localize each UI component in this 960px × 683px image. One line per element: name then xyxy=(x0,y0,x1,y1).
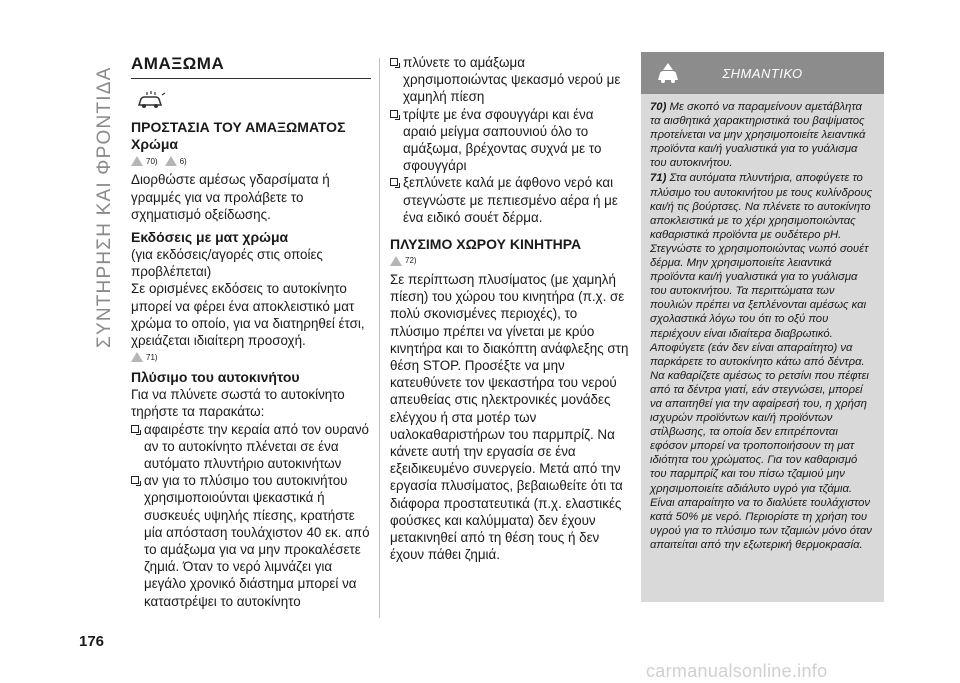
list-item xyxy=(131,472,371,610)
important-body xyxy=(641,94,884,552)
side-tab-label: ΣΥΝΤΗΡΗΣΗ ΚΑΙ ΦΡΟΝΤΙΔΑ xyxy=(94,66,115,348)
ref-70: 70) xyxy=(146,156,158,166)
heading-body-protection: ΠΡΟΣΤΑΣΙΑ ΤΟΥ ΑΜΑΞΩΜΑΤΟΣ xyxy=(131,119,346,136)
list-item-text: ξεπλύνετε καλά με άφθονο νερό και στεγνώστε με πεπιεσμένο αέρα ή με ένα ειδικό σουέτ δέρμα. xyxy=(403,175,618,225)
paragraph-matte-paint: Σε ορισμένες εκδόσεις το αυτοκίνητο μπορεί να φέρει ένα αποκλειστικό ματ χρώμα το οποίο, για να διατηρηθεί έτσι, χρειάζεται ιδιαίτερη προσοχή. xyxy=(131,281,365,349)
section-title: ΑΜΑΞΩΜΑ xyxy=(131,54,225,73)
list-item-text: πλύνετε το αμάξωμα χρησιμοποιώντας ψεκασμό νερού με χαμηλή πίεση xyxy=(403,55,621,105)
warning-triangle-icon xyxy=(390,256,402,266)
warning-triangle-icon xyxy=(165,156,177,166)
ref-72: 72) xyxy=(405,256,417,266)
note-70 xyxy=(650,100,875,170)
heading-matte-versions: Εκδόσεις με ματ χρώμα xyxy=(131,229,289,246)
title-rule xyxy=(131,78,371,79)
note-70-text: Με σκοπό να παραμείνουν αμετάβλητα τα αισθητικά χαρακτηριστικά του βαψίματος προτείνεται να μην χρησιμοποιείτε λειαντικά προϊόντα και/ή γυαλιστικά για το γυάλισμα του αυτοκινήτου. xyxy=(650,101,866,170)
heading-engine-bay: ΠΛΥΣΙΜΟ ΧΩΡΟΥ ΚΙΝΗΤΗΡΑ xyxy=(390,236,582,253)
paragraph-engine-washing: Σε περίπτωση πλυσίματος (με χαμηλή πίεση) του χώρου του κινητήρα (π.χ. σε πολύ σκονισμένες περιοχές), το πλύσιμο πρέπει να γίνεται με κρύο κινητήρα και το διακόπτη ανάφλεξης στη θέση STOP. Προσέξτε να μην κατευθύνετε τον ψεκαστήρα του νερού απευθείας στις ηλεκτρονικές μονάδες ελέγχου ή στα μοτέρ των υαλοκαθαριστήρων του παρμπρίζ. Να κάνετε αυτή την εργασία σε ένα εξειδικευμένο συνεργείο. Μετά από την εργασία πλυσίματος, βεβαιωθείτε ότι τα διάφορα προστατευτικά (π.χ. ελαστικές φούσκες και καλύμματα) δεν έχουν μετακινηθεί από τη θέση τους ή δεν έχουν πάθει ζημιά. xyxy=(390,272,629,563)
bullet-box-icon xyxy=(131,425,139,433)
reference-line xyxy=(131,155,371,167)
paragraph-scratches: Διορθώστε αμέσως γδαρσίματα ή γραμμές για να προλάβετε το σχηματισμό οξείδωσης. xyxy=(131,172,330,222)
bullet-box-icon xyxy=(131,476,139,484)
list-item xyxy=(390,174,630,226)
warning-triangle-icon xyxy=(131,156,143,166)
note-71 xyxy=(650,171,875,552)
heading-car-washing: Πλύσιμο του αυτοκινήτου xyxy=(131,369,300,386)
important-header xyxy=(641,52,884,94)
list-item xyxy=(131,421,371,473)
list-item xyxy=(390,106,630,175)
note-71-number: 71) xyxy=(650,172,667,185)
important-box xyxy=(641,52,884,602)
watermark: carmanualsonline.info xyxy=(646,661,828,681)
page-number: 176 xyxy=(79,633,105,650)
list-item xyxy=(390,54,630,106)
important-title: ΣΗΜΑΝΤΙΚΟ xyxy=(722,65,803,81)
middle-column xyxy=(390,54,630,563)
note-71-text: Στα αυτόματα πλυντήρια, αποφύγετε το πλύσιμο του αυτοκινήτου με τους κυλίνδρους και/ή τις βούρτσες. Να πλένετε το αυτοκίνητο αποκλειστικά με το χέρι χρησιμοποιώντας καθαριστικά προϊόντα με ουδέτερο pH. Στεγνώστε το χρησιμοποιώντας νωπό σουέτ δέρμα. Μην χρησιμοποιείτε λειαντικά προϊόντα και/ή γυαλιστικά για το γυάλισμα του αυτοκινήτου. Τα περιττώματα των πουλιών πρέπει να ξεπλένονται αμέσως και σχολαστικά λόγω του ότι το οξύ που περιέχουν είναι ιδιαίτερα διαβρωτικό. Αποφύγετε (εάν δεν είναι απαραίτητο) να παρκάρετε το αυτοκίνητο κάτω από δέντρα. Να καθαρίζετε αμέσως το ρετσίνι που πέφτει από τα δέντρα γιατί, εάν στεγνώσει, μπορεί να απαιτηθεί για την αφαίρεσή του, η χρήση ισχυρών προϊόντων και/ή προϊόντων στίλβωσης, τα οποία δεν επιτρέπονται εφόσον μπορεί να τροποποιήσουν τη ματ ιδιότητα του χρώματος. Για τον καθαρισμό του παρμπρίζ και του πίσω τζαμιού μην χρησιμοποιείτε αδιάλυτο υγρό για τζάμια. Είναι απαραίτητο να το διαλύετε τουλάχιστον κατά 50% με νερό. Περιορίστε τη χρήση του υγρού για το πλύσιμο των τζαμιών μόνο όταν απαιτείται από την εξωτερική θερμοκρασία. xyxy=(650,172,873,551)
reference-line xyxy=(131,351,371,363)
paragraph-versions-note: (για εκδόσεις/αγορές στις οποίες προβλέπεται) xyxy=(131,247,323,280)
list-item-text: τρίψτε με ένα σφουγγάρι και ένα αραιό μείγμα σαπουνιού όλο το αμάξωμα, βρέχοντας συχνά με το σφουγγάρι xyxy=(403,106,602,174)
list-item-text: αφαιρέστε την κεραία από τον ουρανό αν το αυτοκίνητο πλένεται σε ένα αυτόματο πλυντήριο αυτοκινήτων xyxy=(144,421,369,472)
heading-paint: Χρώμα xyxy=(131,136,178,153)
list-item-text: αν για το πλύσιμο του αυτοκινήτου χρησιμοποιούνται ψεκαστικά ή συσκευές υψηλής πίεσης, κρατήστε μία απόσταση τουλάχιστον 40 εκ. από το αμάξωμα για να μην προκαλέσετε ζημιά. Όταν το νερό λιμνάζει για μεγάλο χρονικό διάστημα μπορεί να καταστρέψει το αυτοκίνητο xyxy=(144,473,370,609)
bullet-box-icon xyxy=(390,58,398,66)
left-column xyxy=(131,52,371,610)
column-divider xyxy=(379,58,380,618)
paragraph-washing-intro: Για να πλύνετε σωστά το αυτοκίνητο τηρήστε τα παρακάτω: xyxy=(131,387,345,420)
ref-71: 71) xyxy=(146,352,158,362)
car-wash-icon xyxy=(135,91,167,109)
note-70-number: 70) xyxy=(650,101,667,113)
bullet-box-icon xyxy=(390,178,398,186)
ref-6: 6) xyxy=(179,156,187,166)
section-side-tab xyxy=(72,48,115,348)
warning-triangle-icon xyxy=(131,352,143,362)
reference-line xyxy=(390,255,630,267)
bullet-box-icon xyxy=(390,110,398,118)
